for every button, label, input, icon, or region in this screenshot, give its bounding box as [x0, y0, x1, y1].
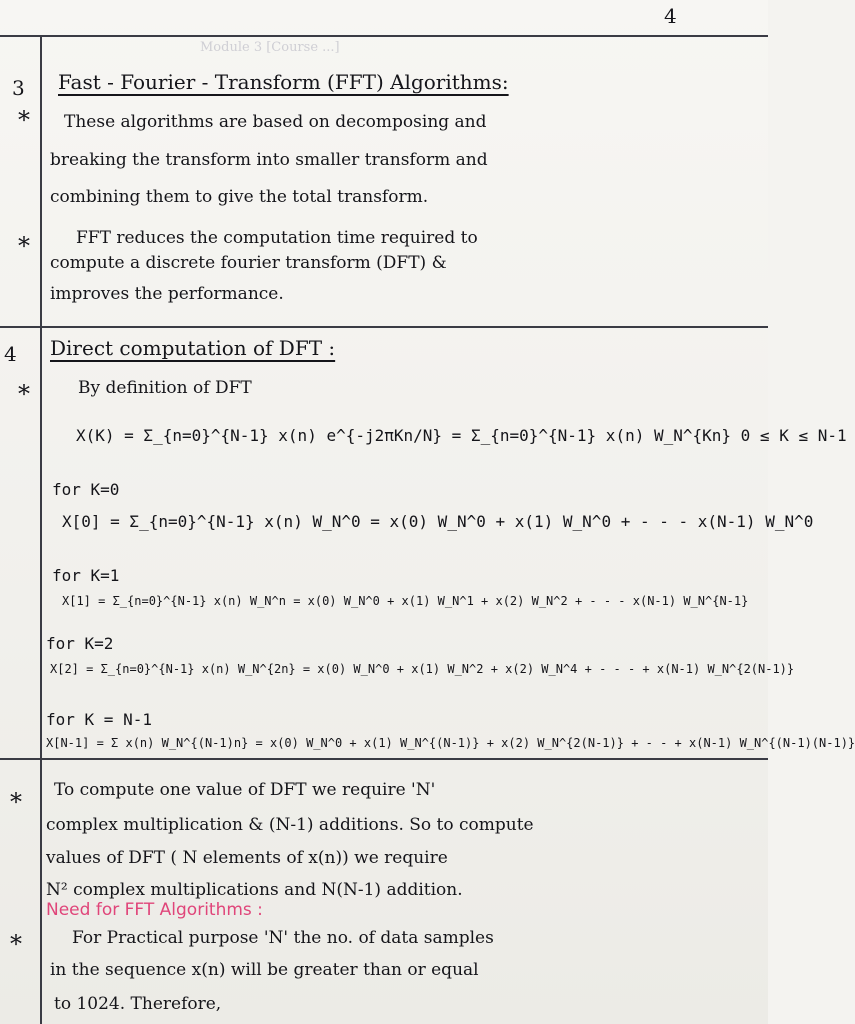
section-divider — [0, 326, 768, 328]
faint-header: Module 3 [Course ...] — [200, 40, 340, 55]
top-rule — [0, 35, 768, 37]
bullet-star: * — [18, 106, 30, 134]
text-line: complex multiplication & (N-1) additions. So to compute — [46, 815, 534, 835]
bullet-star: * — [18, 380, 30, 408]
text-line: breaking the transform into smaller transform and — [50, 150, 488, 170]
text-line: compute a discrete fourier transform (DFT) & — [50, 253, 447, 273]
text-line: combining them to give the total transform. — [50, 187, 429, 207]
equation-line: X[1] = Σ_{n=0}^{N-1} x(n) W_N^n = x(0) W_N^0 + x(1) W_N^1 + x(2) W_N^2 + - - - x(N-1) W_N^{N-1} — [62, 594, 749, 608]
text-line: These algorithms are based on decomposing and — [64, 112, 487, 132]
bullet-star: * — [10, 788, 22, 816]
section-heading: Fast - Fourier - Transform (FFT) Algorithms: — [58, 70, 509, 94]
dft-equation: X(K) = Σ_{n=0}^{N-1} x(n) e^{-j2πKn/N} = Σ_{n=0}^{N-1} x(n) W_N^{Kn} 0 ≤ K ≤ N-1 — [76, 426, 847, 445]
page-number: 4 — [664, 4, 677, 28]
text-line: N² complex multiplications and N(N-1) addition. — [46, 880, 463, 900]
bullet-star: * — [10, 930, 22, 958]
section-heading: Direct computation of DFT : — [50, 336, 336, 360]
equation-line: X[N-1] = Σ x(n) W_N^{(N-1)n} = x(0) W_N^0 + x(1) W_N^{(N-1)} + x(2) W_N^{2(N-1)} + - - + x(N-1) W_N^{(N-1)(N-1)} — [46, 736, 855, 750]
equation-line: X[2] = Σ_{n=0}^{N-1} x(n) W_N^{2n} = x(0) W_N^0 + x(1) W_N^2 + x(2) W_N^4 + - - - + x(N-1) W_N^{2(N-1)} — [50, 662, 795, 676]
case-label: for K=1 — [52, 566, 120, 585]
text-line: By definition of DFT — [78, 378, 252, 398]
section-divider — [0, 758, 768, 760]
case-label: for K=2 — [46, 634, 114, 653]
text-line: To compute one value of DFT we require 'N' — [54, 780, 436, 800]
margin-number: 3 — [12, 76, 25, 100]
text-line: to 1024. Therefore, — [54, 994, 222, 1014]
equation-line: X[0] = Σ_{n=0}^{N-1} x(n) W_N^0 = x(0) W_N^0 + x(1) W_N^0 + - - - x(N-1) W_N^0 — [62, 512, 814, 531]
margin-rule — [40, 35, 42, 1024]
text-line: improves the performance. — [50, 284, 284, 304]
bullet-star: * — [18, 232, 30, 260]
text-line: values of DFT ( N elements of x(n)) we require — [46, 848, 448, 868]
text-line: in the sequence x(n) will be greater than or equal — [50, 960, 479, 980]
text-line: For Practical purpose 'N' the no. of data samples — [72, 928, 494, 948]
margin-number: 4 — [4, 342, 17, 366]
section-heading: Need for FFT Algorithms : — [46, 900, 263, 920]
case-label: for K = N-1 — [46, 710, 152, 729]
text-line: FFT reduces the computation time required to — [76, 228, 478, 248]
case-label: for K=0 — [52, 480, 120, 499]
